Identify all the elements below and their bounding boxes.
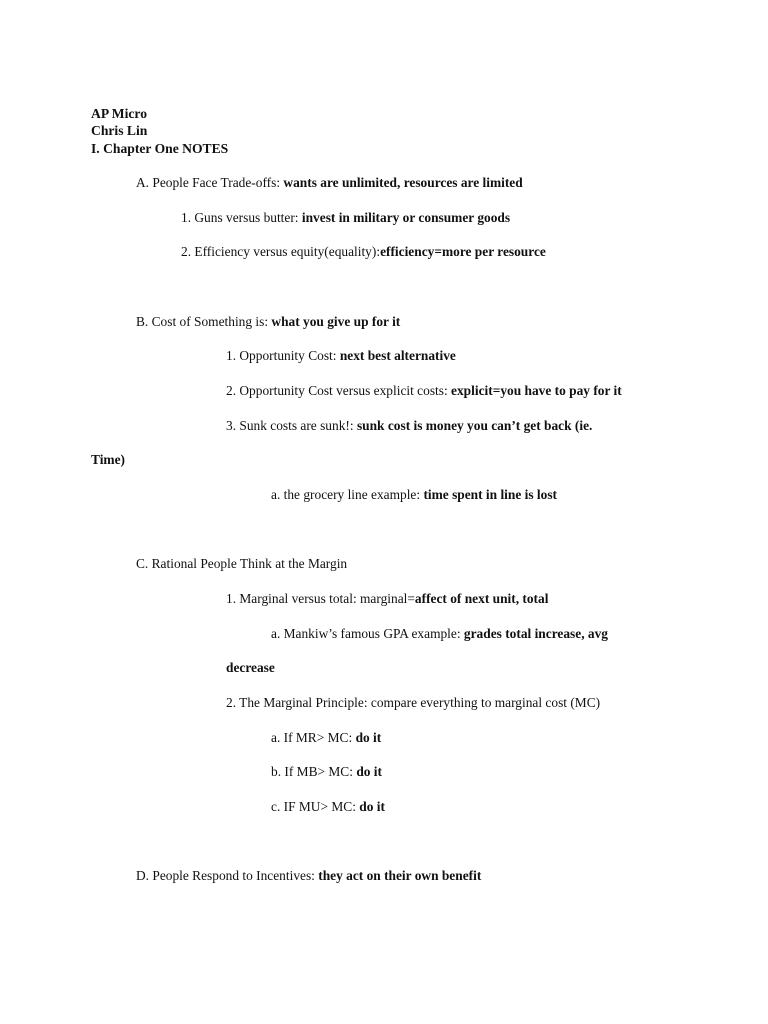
item-answer: next best alternative: [339, 348, 456, 363]
item-label: b. If MB> MC:: [271, 764, 353, 779]
section-c-item-2a: [271, 730, 381, 746]
item-label: 3. Sunk costs are sunk!:: [226, 418, 354, 433]
section-b-label: B. Cost of Something is:: [136, 314, 269, 329]
chapter-heading: I. Chapter One NOTES: [91, 141, 229, 156]
section-d-line: [136, 868, 481, 884]
item-label: a. Mankiw’s famous GPA example:: [271, 626, 461, 641]
section-a-line: [136, 175, 523, 191]
item-answer: time spent in line is lost: [423, 487, 557, 502]
section-c-line: [136, 556, 347, 572]
section-b-line: [136, 314, 400, 330]
item-label: a. the grocery line example:: [271, 487, 421, 502]
section-c-item-1a: [271, 626, 608, 642]
item-answer: grades total increase, avg: [463, 626, 608, 641]
section-b-item-3-continuation: Time): [91, 452, 125, 467]
item-label: a. If MR> MC:: [271, 730, 353, 745]
course-title: AP Micro: [91, 106, 147, 121]
section-a-answer: wants are unlimited, resources are limited: [283, 175, 523, 190]
section-c-item-2b: [271, 764, 382, 780]
item-answer: sunk cost is money you can’t get back (ie.: [356, 418, 593, 433]
item-answer: do it: [359, 799, 385, 814]
section-b-answer: what you give up for it: [271, 314, 401, 329]
section-a-item-2: [181, 244, 546, 260]
section-b-item-2: [226, 383, 622, 399]
section-b-subitem-a: [271, 487, 557, 503]
section-b-item-1: [226, 348, 456, 364]
item-answer: do it: [355, 730, 382, 745]
section-d-answer: they act on their own benefit: [318, 868, 482, 883]
item-label: c. IF MU> MC:: [271, 799, 356, 814]
item-answer: efficiency=more per resource: [380, 244, 546, 259]
section-c-label: C. Rational People Think at the Margin: [136, 556, 348, 571]
item-answer: invest in military or consumer goods: [301, 210, 511, 225]
item-label: 1. Marginal versus total: marginal=: [226, 591, 415, 606]
section-c-item-2: [226, 695, 600, 711]
item-answer: explicit=you have to pay for it: [451, 383, 622, 398]
section-c-item-1: [226, 591, 548, 607]
section-b-item-3: [226, 418, 592, 434]
item-label: 1. Opportunity Cost:: [226, 348, 337, 363]
item-label: 2. The Marginal Principle: compare everything to marginal cost (MC): [226, 695, 601, 710]
item-label: 2. Opportunity Cost versus explicit costs:: [226, 383, 448, 398]
section-a-label: A. People Face Trade-offs:: [136, 175, 281, 190]
section-c-item-1a-continuation: decrease: [226, 660, 275, 675]
author-name: Chris Lin: [91, 123, 148, 138]
item-answer: do it: [356, 764, 382, 779]
item-label: 1. Guns versus butter:: [181, 210, 299, 225]
section-d-label: D. People Respond to Incentives:: [136, 868, 315, 883]
section-c-item-2c: [271, 799, 385, 815]
item-label: 2. Efficiency versus equity(equality):: [181, 244, 381, 259]
section-a-item-1: [181, 210, 510, 226]
item-answer: affect of next unit, total: [414, 591, 549, 606]
